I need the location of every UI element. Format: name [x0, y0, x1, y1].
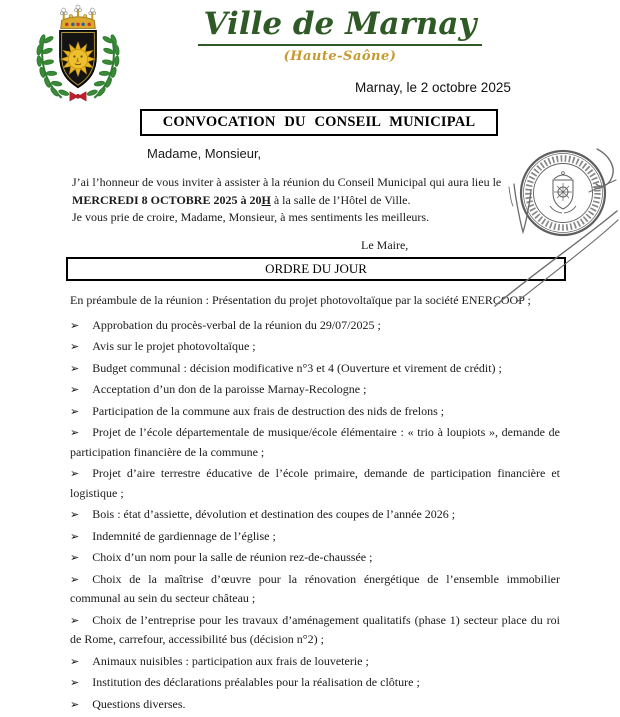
arrowhead-bullet-icon: ➢	[70, 383, 80, 396]
page-title: Ville de Marnay	[198, 8, 483, 46]
convocation-title-box	[140, 109, 498, 136]
arrowhead-bullet-icon: ➢	[70, 654, 80, 668]
convocation-title: CONVOCATION DU CONSEIL MUNICIPAL	[162, 114, 476, 130]
agenda-item-text: Questions diverses.	[92, 696, 186, 711]
agenda-item	[70, 337, 560, 357]
letter-closing: Je vous prie de croire, Madame, Monsieur, à mes sentiments les meilleurs.	[72, 210, 430, 224]
arrowhead-bullet-icon: ➢	[70, 467, 80, 480]
signature-label: Le Maire,	[361, 237, 409, 252]
agenda-item-text: Choix de l’entreprise pour les travaux d’aménagement qualitatifs (phase 1) secteur place du roi de Rome, carrefour, accessibilité bus (décision n°2) ;	[70, 612, 560, 646]
agenda-item-text: Projet de l’école départementale de musique/école élémentaire : « trio à loupiots », demande de participation financière de la commune ;	[70, 425, 560, 459]
agenda-item-text: Bois : état d’assiette, dévolution et destination des coupes de l’année 2026 ;	[92, 507, 456, 521]
meeting-date-bold: MERCREDI 8 OCTOBRE 2025 à 20	[72, 192, 262, 207]
agenda-item	[70, 402, 560, 422]
agenda-item	[70, 380, 560, 400]
agenda-item	[70, 695, 560, 715]
arrowhead-bullet-icon: ➢	[70, 426, 80, 439]
arrowhead-bullet-icon: ➢	[70, 340, 80, 353]
agenda-item-text: Avis sur le projet photovoltaïque ;	[92, 339, 256, 353]
letter-paragraph	[72, 174, 557, 227]
agenda-list	[70, 291, 560, 716]
agenda-item	[70, 316, 560, 336]
arrowhead-bullet-icon: ➢	[70, 318, 80, 332]
mairie-stamp-and-signature-icon	[490, 140, 620, 310]
arrowhead-bullet-icon: ➢	[70, 361, 80, 375]
agenda-item-text: Projet d’aire terrestre éducative de l’école primaire, demande de participation financière et logistique ;	[70, 466, 560, 500]
salutation: Madame, Monsieur,	[147, 146, 262, 161]
agenda-item	[70, 652, 560, 672]
agenda-item-text: Approbation du procès-verbal de la réunion du 29/07/2025 ;	[92, 317, 381, 332]
agenda-item-text: Indemnité de gardiennage de l’église ;	[92, 528, 276, 543]
arrowhead-bullet-icon: ➢	[70, 508, 80, 521]
agenda-item-text: Acceptation d’un don de la paroisse Marnay-Recologne ;	[92, 382, 367, 396]
agenda-item	[70, 423, 560, 462]
agenda-item-text: Institution des déclarations préalables pour la réalisation de clôture ;	[92, 675, 420, 689]
agenda-item	[70, 527, 560, 547]
agenda-item	[70, 464, 560, 503]
agenda-item-text: Choix de la maîtrise d’œuvre pour la rénovation énergétique de l’ensemble immobilier communal au sein du secteur château ;	[70, 571, 560, 605]
meeting-place: à la salle de l’Hôtel de Ville.	[270, 192, 411, 207]
agenda-preamble: En préambule de la réunion : Présentation du projet photovoltaïque par la société ENERCOOP ;	[70, 293, 531, 307]
arrowhead-bullet-icon: ➢	[70, 529, 80, 543]
agenda-title: ORDRE DU JOUR	[265, 261, 367, 276]
agenda-item	[70, 673, 560, 693]
letter-body	[72, 146, 557, 253]
agenda-item	[70, 611, 560, 650]
agenda-item-text: Animaux nuisibles : participation aux frais de louveterie ;	[92, 653, 369, 668]
arrowhead-bullet-icon: ➢	[70, 572, 80, 586]
agenda-item	[70, 548, 560, 568]
marnay-coat-of-arms-icon	[30, 3, 126, 105]
letter-intro: J’ai l’honneur de vous inviter à assister à la réunion du Conseil Municipal qui aura lieu le	[72, 175, 502, 189]
agenda-item	[70, 570, 560, 609]
arrowhead-bullet-icon: ➢	[70, 404, 80, 418]
date-line: Marnay, le 2 octobre 2025	[355, 80, 511, 95]
agenda-item	[70, 359, 560, 379]
arrowhead-bullet-icon: ➢	[70, 697, 80, 711]
arrowhead-bullet-icon: ➢	[70, 676, 80, 689]
agenda-item-text: Budget communal : décision modificative n°3 et 4 (Ouverture et virement de crédit) ;	[92, 360, 502, 375]
agenda-item-text: Participation de la commune aux frais de destruction des nids de frelons ;	[92, 403, 445, 418]
arrowhead-bullet-icon: ➢	[70, 613, 80, 627]
arrowhead-bullet-icon: ➢	[70, 551, 80, 564]
agenda-item-text: Choix d’un nom pour la salle de réunion rez-de-chaussée ;	[92, 550, 373, 564]
agenda-item	[70, 505, 560, 525]
meeting-hour-underlined: H	[261, 192, 271, 207]
page-subtitle: (Haute-Saône)	[283, 48, 397, 64]
